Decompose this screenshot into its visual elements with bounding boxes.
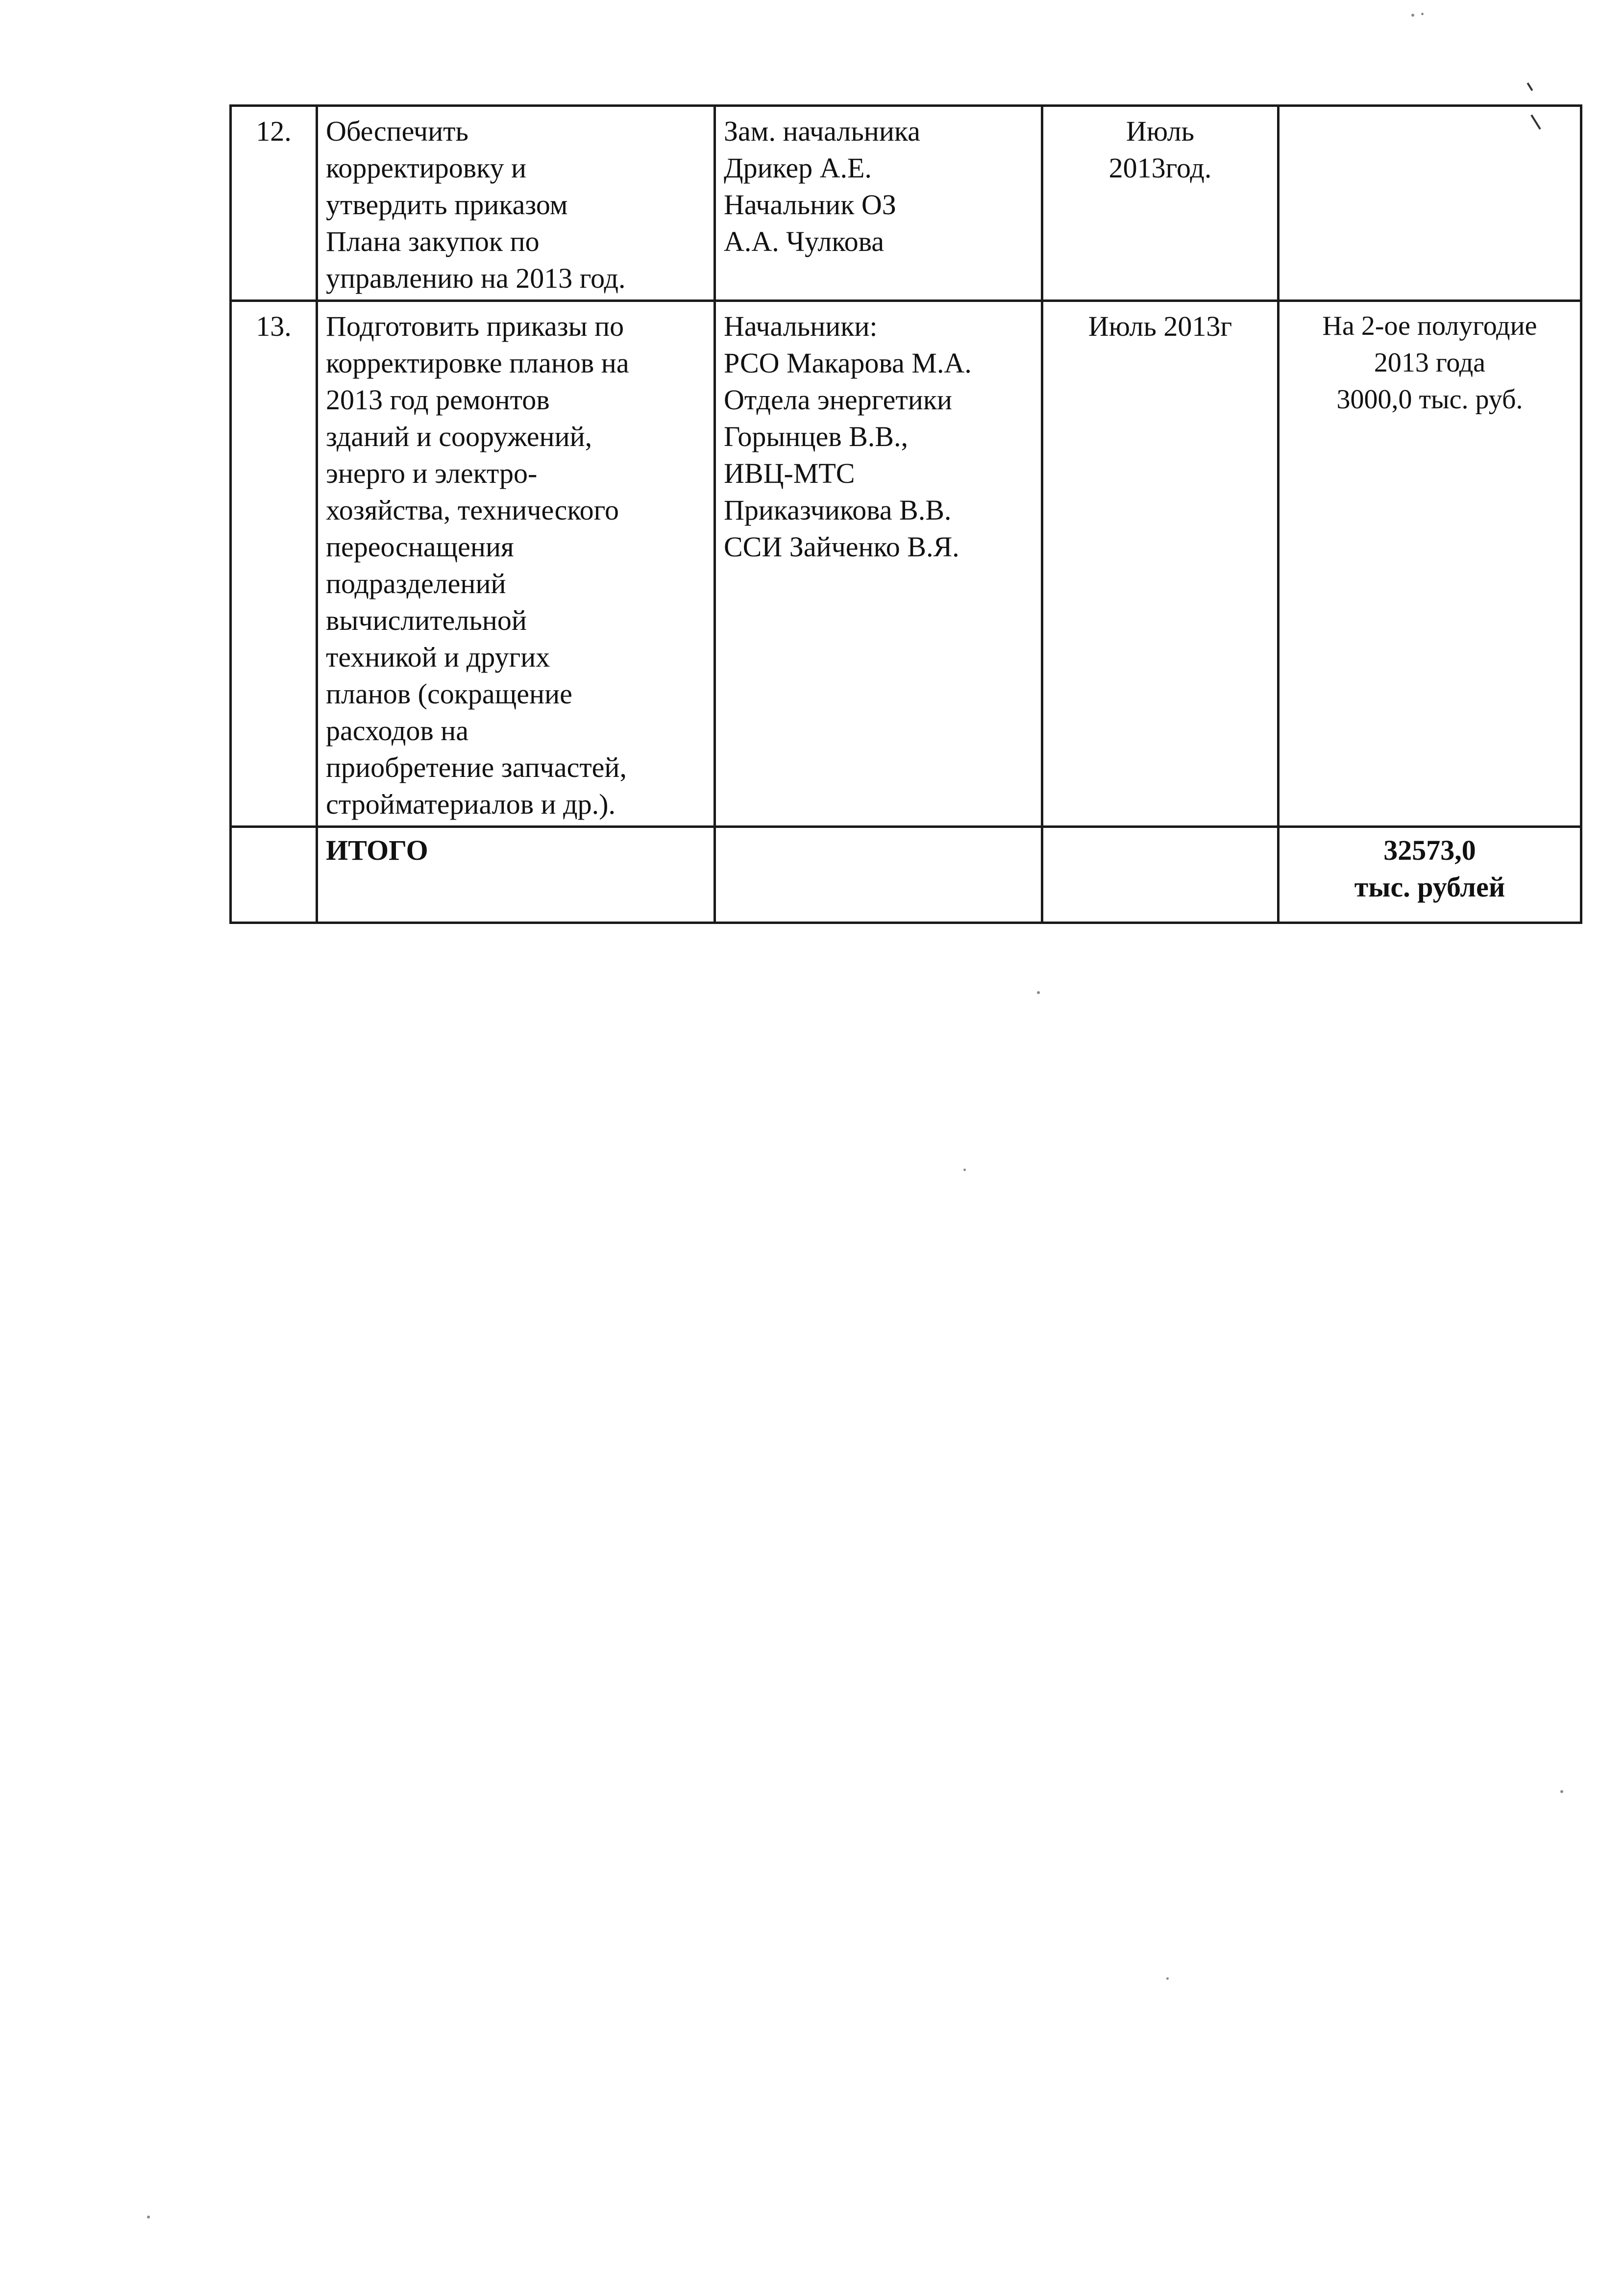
scan-speck	[1560, 1790, 1563, 1793]
date-line: 2013год.	[1108, 152, 1212, 184]
scan-speck	[147, 2216, 150, 2219]
task-line: приобретение запчастей,	[326, 751, 627, 783]
responsible-line: Отдела энергетики	[724, 384, 952, 416]
pen-mark	[1527, 82, 1533, 91]
task-line: планов (сокращение	[326, 678, 572, 710]
responsible-line: Дрикер А.Е.	[724, 152, 872, 184]
task-line: Обеспечить	[326, 115, 468, 147]
responsible-line: Зам. начальника	[724, 115, 920, 147]
total-empty-cell	[1042, 827, 1279, 923]
table-row	[231, 106, 1581, 301]
total-empty-cell	[715, 827, 1042, 923]
total-amount-line: 32573,0	[1383, 834, 1476, 866]
amount-line: 3000,0 тыс. руб.	[1336, 384, 1523, 415]
task-line: переоснащения	[326, 531, 514, 563]
amount-line: 2013 года	[1374, 348, 1486, 378]
task-line: стройматериалов и др.).	[326, 788, 615, 820]
date-cell	[1042, 301, 1279, 827]
task-line: энерго и электро-	[326, 457, 538, 489]
total-empty-cell	[231, 827, 317, 923]
plan-table	[229, 104, 1582, 924]
task-line: управлению на 2013 год.	[326, 262, 626, 294]
table-row	[231, 301, 1581, 827]
responsible-line: А.А. Чулкова	[724, 225, 884, 257]
task-line: Подготовить приказы по	[326, 310, 624, 342]
amount-line: На 2-ое полугодие	[1322, 311, 1537, 341]
row-number: 13.	[231, 301, 317, 827]
task-line: техникой и других	[326, 641, 550, 673]
task-line: 2013 год ремонтов	[326, 384, 550, 416]
responsible-cell	[715, 106, 1042, 301]
task-line: зданий и сооружений,	[326, 421, 592, 452]
task-cell	[317, 301, 715, 827]
task-line: корректировку и	[326, 152, 527, 184]
responsible-line: ССИ Зайченко В.Я.	[724, 531, 960, 563]
responsible-line: Горынцев В.В.,	[724, 421, 908, 452]
task-line: вычислительной	[326, 604, 527, 636]
responsible-line: ИВЦ-МТС	[724, 457, 855, 489]
task-line: утвердить приказом	[326, 189, 568, 221]
total-amount-line: тыс. рублей	[1354, 871, 1505, 903]
date-line: Июль 2013г	[1088, 310, 1232, 342]
total-row	[231, 827, 1581, 923]
scan-speck	[963, 1169, 966, 1171]
date-cell	[1042, 106, 1279, 301]
amount-cell	[1279, 301, 1581, 827]
amount-cell	[1279, 106, 1581, 301]
total-amount-cell	[1279, 827, 1581, 923]
task-line: корректировке планов на	[326, 347, 629, 379]
responsible-line: Начальник ОЗ	[724, 189, 896, 221]
row-number: 12.	[231, 106, 317, 301]
task-line: подразделений	[326, 568, 506, 599]
responsible-line: Приказчикова В.В.	[724, 494, 952, 526]
date-line: Июль	[1126, 115, 1195, 147]
task-line: расходов на	[326, 715, 469, 747]
task-line: хозяйства, технического	[326, 494, 619, 526]
scan-speck	[1411, 14, 1414, 17]
scan-speck	[1421, 13, 1424, 15]
responsible-line: Начальники:	[724, 310, 878, 342]
task-line: Плана закупок по	[326, 225, 540, 257]
task-cell	[317, 106, 715, 301]
responsible-cell	[715, 301, 1042, 827]
scan-speck	[1166, 1977, 1169, 1980]
responsible-line: РСО Макарова М.А.	[724, 347, 972, 379]
scan-speck	[1037, 991, 1040, 994]
total-label: ИТОГО	[317, 827, 715, 923]
